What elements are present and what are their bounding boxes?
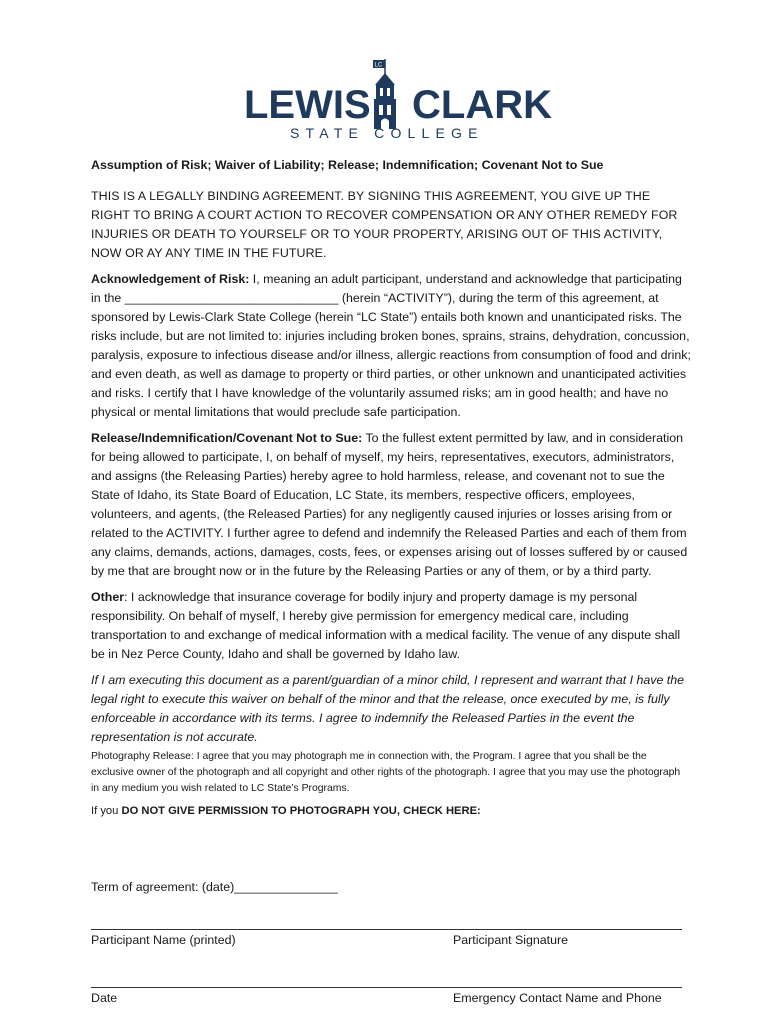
date-label: Date bbox=[91, 991, 118, 1005]
acknowledgement-body: I, meaning an adult participant, understand and acknowledge that participating in the _______________________________ (herein “ACTIVITY”), during the term of this agreement, at sponsored by Lewis-Clark State College (herein “LC State”) entails both known and unanticipated risks. The risks include, but are not limited to: injuries including broken bones, sprains, strains, dehydration, concussion, paralysis, exposure to infectious disease and/or illness, allergic reactions from consumption of food and drink; and even death, as well as damage to property or third parties, or other unknown and unanticipated activities and risks. I certify that I have knowledge of the voluntarily assumed risks; am in good health; and have no physical or mental limitations that would preclude safe participation. bbox=[91, 272, 691, 419]
waiver-document bbox=[91, 156, 691, 819]
acknowledgement-heading: Acknowledgement of Risk: bbox=[91, 272, 250, 286]
logo-right-word: CLARK bbox=[412, 83, 552, 127]
signature-line-1 bbox=[91, 929, 682, 930]
photography-release: Photography Release: I agree that you may photograph me in connection with, the Program. I agree that you shall be the exclusive owner of the photograph and all copyright and other rights of the photograph. I agree that you may use the photograph in any medium you wish related to LC State’s Programs. bbox=[91, 751, 681, 794]
other-heading: Other bbox=[91, 590, 125, 604]
photo-optout-prefix: If you bbox=[91, 805, 122, 817]
legal-warning: THIS IS A LEGALLY BINDING AGREEMENT. BY SIGNING THIS AGREEMENT, YOU GIVE UP THE RIGHT TO BRING A COURT ACTION TO RECOVER COMPENSATION OR ANY OTHER REMEDY FOR INJURIES OR DEATH TO YOURSELF OR TO YOUR PROPERTY, ARISING OUT OF THIS ACTIVITY, NOW OR AY ANY TIME IN THE FUTURE. bbox=[91, 189, 678, 260]
release-heading: Release/Indemnification/Covenant Not to Sue: bbox=[91, 431, 363, 445]
acknowledgement-section bbox=[91, 270, 691, 422]
term-of-agreement-field[interactable]: Term of agreement: (date)_______________ bbox=[91, 880, 338, 894]
clock-tower-icon bbox=[360, 57, 410, 129]
other-body: : I acknowledge that insurance coverage for bodily injury and property damage is my personal responsibility. On behalf of myself, I hereby give permission for emergency medical care, including transportation to and exchange of medical information with a medical facility. The venue of any dispute shall be in Nez Perce County, Idaho and shall be governed by Idaho law. bbox=[91, 590, 681, 661]
flag-text: LC bbox=[374, 62, 383, 69]
guardian-statement: If I am executing this document as a parent/guardian of a minor child, I represent and warrant that I have the legal right to execute this waiver on behalf of the minor and that the release, once executed by me, is fully enforceable in accordance with its terms. I agree to indemnify the Released Parties in the event the representation is not accurate. bbox=[91, 673, 685, 744]
participant-name-label: Participant Name (printed) bbox=[91, 933, 236, 947]
photo-optout bbox=[91, 803, 691, 819]
logo-subtitle: STATE COLLEGE bbox=[290, 125, 484, 141]
release-body: To the fullest extent permitted by law, and in consideration for being allowed to participate, I, on behalf of myself, my heirs, representatives, executors, administrators, and assigns (the Releasing Parties) hereby agree to hold harmless, release, and covenant not to sue the State of Idaho, its State Board of Education, LC State, its members, respective officers, employees, volunteers, and agents, (the Released Parties) for any negligently caused injuries or losses arising from or related to the ACTIVITY. I further agree to defend and indemnify the Released Parties and each of them from any claims, demands, actions, damages, costs, fees, or expenses arising out of losses suffered by or caused by me that are brought now or in the future by the Releasing Parties or any of them, or by a third party. bbox=[91, 431, 688, 578]
release-section bbox=[91, 429, 691, 581]
emergency-contact-label: Emergency Contact Name and Phone bbox=[453, 991, 662, 1005]
signature-line-2 bbox=[91, 987, 682, 988]
document-title: Assumption of Risk; Waiver of Liability; Release; Indemnification; Covenant Not to Sue bbox=[91, 158, 604, 172]
college-logo bbox=[0, 0, 770, 150]
other-section bbox=[91, 588, 691, 664]
logo-left-word: LEWIS bbox=[244, 83, 371, 127]
participant-signature-label: Participant Signature bbox=[453, 933, 569, 947]
photo-optout-checkbox-label[interactable]: DO NOT GIVE PERMISSION TO PHOTOGRAPH YOU, CHECK HERE: bbox=[121, 805, 481, 817]
